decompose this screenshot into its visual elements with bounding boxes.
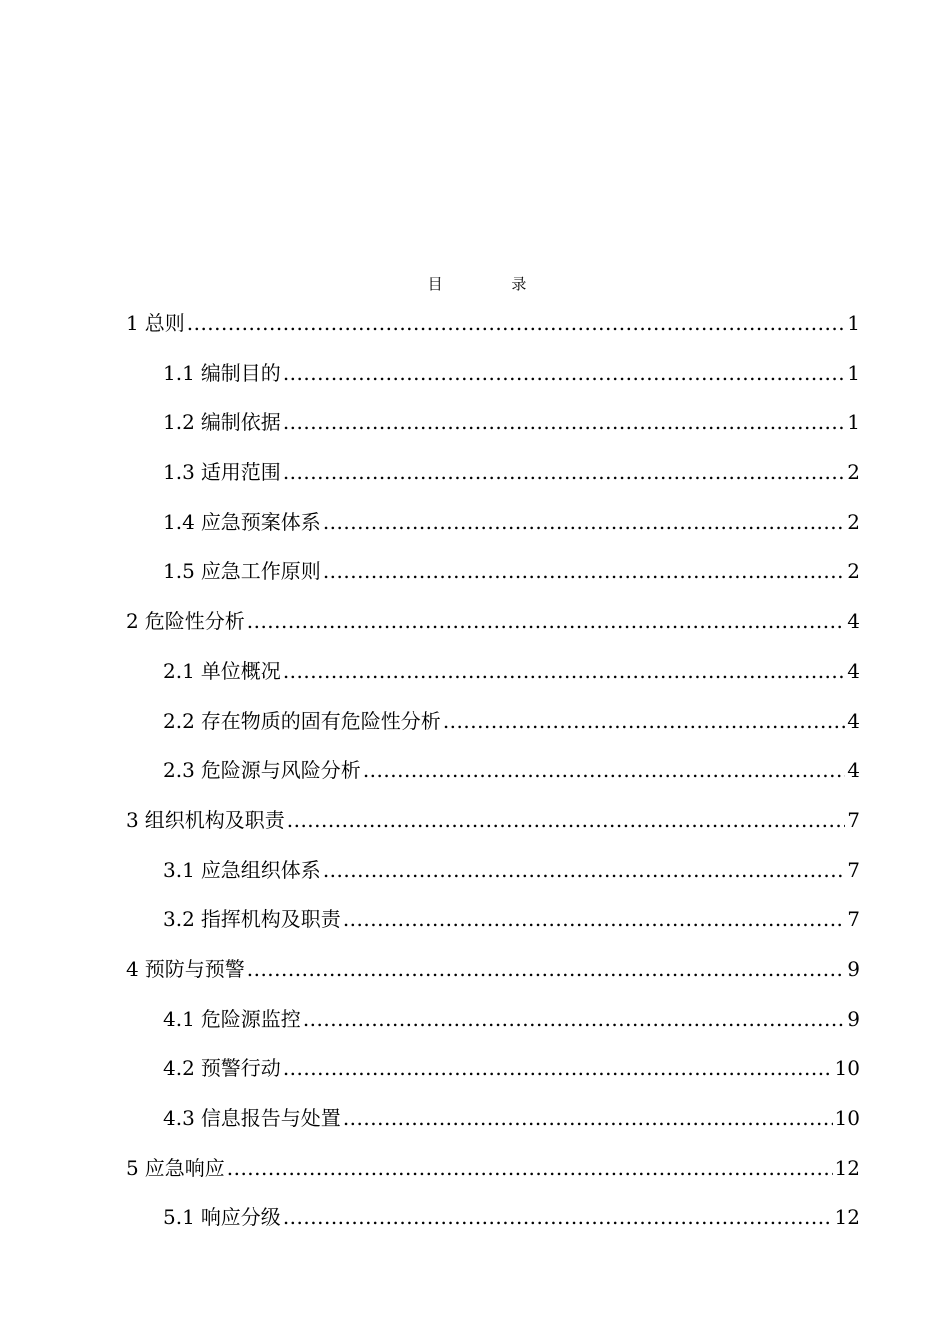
toc-entry-title: 应急响应 <box>144 1155 225 1180</box>
toc-entry-page: 1 <box>847 311 860 335</box>
dot-leader <box>343 1103 833 1133</box>
toc-entry-number: 2.3 <box>163 758 195 783</box>
toc-entry-page: 9 <box>847 1006 860 1031</box>
toc-entry-3[interactable] <box>126 805 860 855</box>
toc-entry-title: 预防与预警 <box>144 956 245 981</box>
toc-entry-number: 3 <box>126 807 139 832</box>
toc-entry-title: 组织机构及职责 <box>144 807 285 832</box>
dot-leader <box>323 855 845 885</box>
toc-entry-2[interactable] <box>126 606 860 656</box>
toc-entry-title: 信息报告与处置 <box>200 1106 341 1130</box>
toc-title: 目 录 <box>427 275 559 293</box>
toc-entry-title: 响应分级 <box>200 1205 281 1230</box>
toc-entry-title: 危险源与风险分析 <box>200 758 361 783</box>
toc-entry-page: 4 <box>847 609 860 634</box>
toc-entry-2-1[interactable] <box>126 656 860 706</box>
toc-entry-1-5[interactable] <box>126 556 860 606</box>
table-of-contents <box>126 308 860 1252</box>
toc-entry-number: 2 <box>126 609 139 634</box>
dot-leader <box>247 954 846 984</box>
dot-leader <box>283 358 845 388</box>
toc-entry-page: 1 <box>847 410 860 435</box>
toc-entry-number: 1.2 <box>163 410 195 435</box>
toc-entry-3-1[interactable] <box>126 855 860 905</box>
dot-leader <box>187 308 846 338</box>
toc-entry-3-2[interactable] <box>126 904 860 954</box>
toc-entry-title: 预警行动 <box>200 1056 281 1081</box>
toc-entry-1-3[interactable] <box>126 457 860 507</box>
toc-entry-page: 7 <box>847 857 860 882</box>
toc-entry-title: 危险源监控 <box>200 1006 301 1031</box>
toc-entry-number: 3.1 <box>163 857 195 882</box>
dot-leader <box>287 805 846 835</box>
dot-leader <box>323 507 845 537</box>
toc-entry-title: 存在物质的固有危险性分析 <box>200 708 441 733</box>
toc-entry-5[interactable] <box>126 1153 860 1203</box>
toc-entry-number: 5.1 <box>163 1205 195 1230</box>
dot-leader <box>283 407 845 437</box>
toc-entry-page: 1 <box>847 360 860 385</box>
toc-entry-page: 2 <box>847 559 860 584</box>
toc-entry-1[interactable] <box>126 308 860 358</box>
dot-leader <box>323 556 845 586</box>
toc-entry-page: 9 <box>847 956 860 981</box>
toc-entry-title: 编制目的 <box>200 360 281 385</box>
toc-entry-2-3[interactable] <box>126 755 860 805</box>
toc-entry-page: 7 <box>847 807 860 832</box>
dot-leader <box>283 1053 833 1083</box>
dot-leader <box>247 606 846 636</box>
toc-entry-title: 单位概况 <box>200 658 281 683</box>
toc-entry-title: 指挥机构及职责 <box>200 907 341 932</box>
toc-entry-4-2[interactable] <box>126 1053 860 1103</box>
toc-entry-title: 适用范围 <box>200 460 281 485</box>
toc-entry-title: 应急组织体系 <box>200 857 321 882</box>
toc-entry-number: 1.3 <box>163 460 195 485</box>
toc-entry-page: 4 <box>847 758 860 783</box>
dot-leader <box>283 1202 833 1232</box>
toc-entry-number: 4 <box>126 956 139 981</box>
toc-entry-page: 12 <box>834 1155 860 1180</box>
dot-leader <box>303 1004 845 1034</box>
dot-leader <box>283 457 845 487</box>
toc-entry-4-3[interactable] <box>126 1103 860 1153</box>
toc-entry-number: 1.4 <box>163 509 195 534</box>
toc-entry-1-4[interactable] <box>126 507 860 557</box>
toc-entry-number: 3.2 <box>163 907 195 932</box>
toc-entry-number: 4.1 <box>163 1006 195 1031</box>
toc-entry-number: 1 <box>126 311 139 335</box>
toc-entry-number: 2.2 <box>163 708 195 733</box>
toc-entry-5-1[interactable] <box>126 1202 860 1252</box>
toc-entry-number: 1.5 <box>163 559 195 584</box>
toc-entry-page: 4 <box>847 658 860 683</box>
dot-leader <box>343 904 845 934</box>
toc-entry-page: 10 <box>834 1106 860 1130</box>
toc-entry-number: 4.3 <box>163 1106 195 1130</box>
toc-entry-2-2[interactable] <box>126 706 860 756</box>
dot-leader <box>363 755 845 785</box>
toc-entry-page: 2 <box>847 460 860 485</box>
toc-entry-title: 危险性分析 <box>144 609 245 634</box>
toc-entry-number: 2.1 <box>163 658 195 683</box>
dot-leader <box>227 1153 833 1183</box>
toc-entry-number: 5 <box>126 1155 139 1180</box>
dot-leader <box>443 706 845 736</box>
toc-entry-1-1[interactable] <box>126 358 860 408</box>
toc-entry-title: 应急工作原则 <box>200 559 321 584</box>
toc-entry-page: 12 <box>834 1205 860 1230</box>
dot-leader <box>283 656 845 686</box>
toc-entry-4-1[interactable] <box>126 1004 860 1054</box>
toc-entry-page: 7 <box>847 907 860 932</box>
toc-entry-page: 4 <box>847 708 860 733</box>
toc-entry-number: 1.1 <box>163 360 195 385</box>
toc-entry-page: 2 <box>847 509 860 534</box>
toc-entry-page: 10 <box>834 1056 860 1081</box>
toc-entry-title: 应急预案体系 <box>200 509 321 534</box>
toc-entry-1-2[interactable] <box>126 407 860 457</box>
toc-entry-number: 4.2 <box>163 1056 195 1081</box>
toc-entry-title: 总则 <box>144 311 185 335</box>
toc-entry-title: 编制依据 <box>200 410 281 435</box>
toc-entry-4[interactable] <box>126 954 860 1004</box>
